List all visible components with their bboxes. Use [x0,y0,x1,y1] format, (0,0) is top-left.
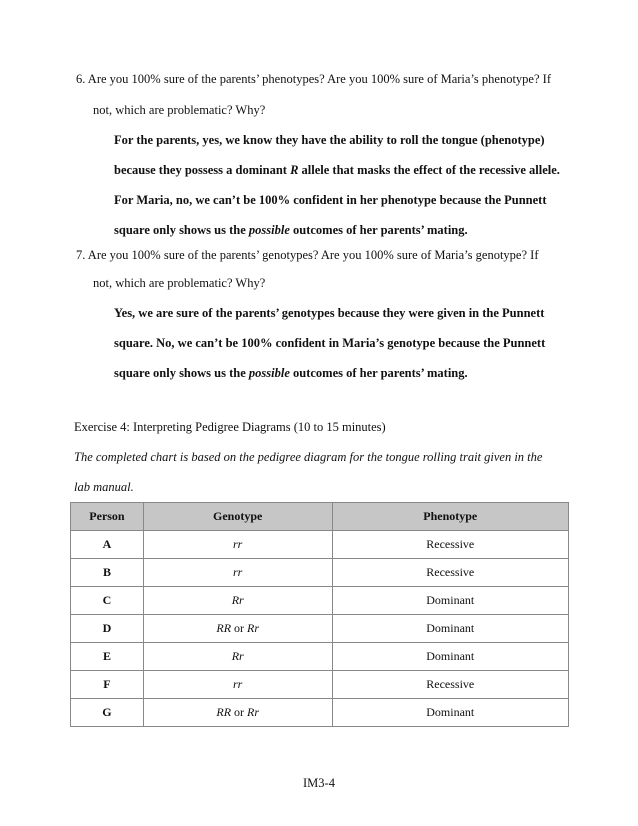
person-cell: A [71,531,144,559]
answer-6-line4-pre: square only shows us the [114,223,249,237]
person-cell: D [71,615,144,643]
table-row [71,587,569,615]
genotype-option-a: RR [216,705,232,719]
person-cell: B [71,559,144,587]
question-7-line1: 7. Are you 100% sure of the parents’ genotypes? Are you 100% sure of Maria’s genotype? If [76,248,539,262]
person-cell: E [71,643,144,671]
genotype-cell: rr [143,671,332,699]
genotype-cell [143,615,332,643]
person-cell: G [71,699,144,727]
answer-7-line3-pre: square only shows us the [114,366,249,380]
genotype-cell: Rr [143,643,332,671]
allele-symbol: R [290,163,299,177]
genotype-option-b: Rr [247,705,260,719]
answer-7-emphasis: possible [248,366,290,380]
phenotype-cell: Dominant [332,699,569,727]
table-row [71,699,569,727]
table-row [71,531,569,559]
answer-6-line2 [114,163,560,178]
answer-6-line4 [114,223,468,238]
table-header-row [71,503,569,531]
header-phenotype: Phenotype [332,503,569,531]
phenotype-cell: Dominant [332,643,569,671]
answer-7-line3-post: outcomes of her parents’ mating. [289,366,468,380]
pedigree-table [70,502,569,727]
page-number: IM3-4 [303,776,335,790]
question-6-line1: 6. Are you 100% sure of the parents’ phenotypes? Are you 100% sure of Maria’s phenotype? If [76,72,551,86]
genotype-option-a: RR [216,621,232,635]
person-cell: F [71,671,144,699]
person-cell: C [71,587,144,615]
answer-7-line1: Yes, we are sure of the parents’ genotypes because they were given in the Punnett [114,306,545,320]
table-row [71,559,569,587]
question-6-line2: not, which are problematic? Why? [93,103,266,117]
question-7-line2: not, which are problematic? Why? [93,276,266,290]
phenotype-cell: Recessive [332,559,569,587]
genotype-cell: Rr [143,587,332,615]
table-row [71,671,569,699]
phenotype-cell: Recessive [332,671,569,699]
header-genotype: Genotype [143,503,332,531]
table-row [71,615,569,643]
answer-6-line4-post: outcomes of her parents’ mating. [289,223,468,237]
genotype-option-b: Rr [247,621,260,635]
genotype-cell: rr [143,531,332,559]
phenotype-cell: Dominant [332,615,569,643]
answer-7-line3 [114,366,468,381]
exercise-intro-line2: lab manual. [74,480,134,494]
answer-6-emphasis: possible [248,223,290,237]
answer-6-line2-pre: because they possess a dominant [114,163,291,177]
genotype-cell: rr [143,559,332,587]
genotype-cell [143,699,332,727]
exercise-title: Exercise 4: Interpreting Pedigree Diagrams (10 to 15 minutes) [74,420,386,434]
phenotype-cell: Dominant [332,587,569,615]
answer-6-line1: For the parents, yes, we know they have the ability to roll the tongue (phenotype) [114,133,545,147]
answer-6-line2-post: allele that masks the effect of the recessive allele. [298,163,560,177]
header-person: Person [71,503,144,531]
answer-7-line2: square. No, we can’t be 100% confident in Maria’s genotype because the Punnett [114,336,546,350]
phenotype-cell: Recessive [332,531,569,559]
answer-6-line3: For Maria, no, we can’t be 100% confident in her phenotype because the Punnett [114,193,547,207]
table-row [71,643,569,671]
genotype-or: or [231,705,248,719]
exercise-intro-line1: The completed chart is based on the pedigree diagram for the tongue rolling trait given in the [74,450,543,464]
genotype-or: or [231,621,248,635]
